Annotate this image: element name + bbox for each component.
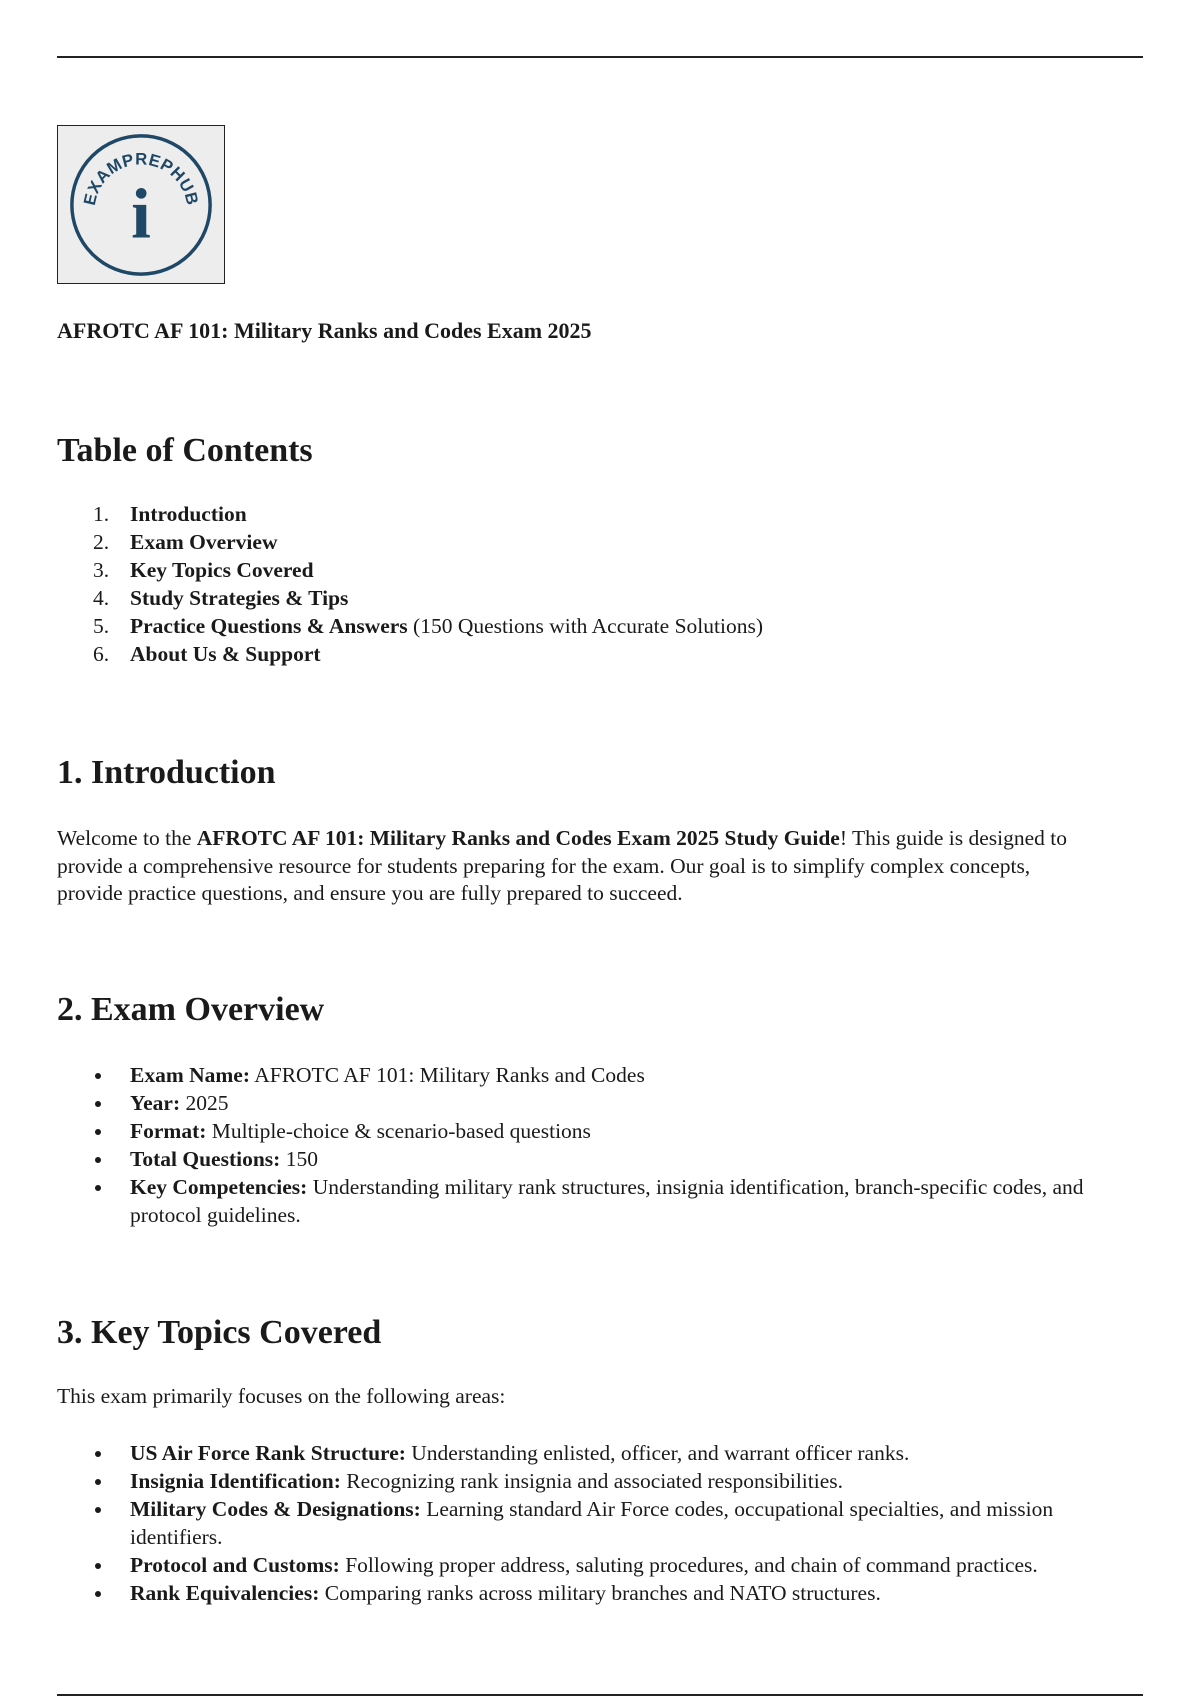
toc-item-about-us: [57, 640, 1147, 668]
overview-item-text: 150: [280, 1147, 318, 1171]
toc-item-number: 1.: [93, 502, 110, 526]
topic-item-codes-designations: [57, 1495, 1147, 1551]
toc-item-number: 6.: [93, 642, 110, 666]
toc-list: [57, 500, 1147, 668]
key-topics-heading: 3. Key Topics Covered: [57, 1314, 382, 1351]
toc-item-study-strategies: [57, 584, 1147, 612]
toc-item-label: Practice Questions & Answers: [130, 614, 408, 638]
overview-item-key-competencies: [57, 1173, 1147, 1229]
topic-item-label: Military Codes & Designations:: [130, 1497, 421, 1521]
toc-item-label: Introduction: [130, 502, 247, 526]
key-topics-list: [57, 1439, 1147, 1607]
overview-item-year: [57, 1089, 1147, 1117]
overview-item-label: Format:: [130, 1119, 207, 1143]
overview-item-format: [57, 1117, 1147, 1145]
topic-item-protocol-customs: [57, 1551, 1147, 1579]
topic-item-label: Rank Equivalencies:: [130, 1581, 320, 1605]
overview-item-label: Total Questions:: [130, 1147, 281, 1171]
topic-item-text: Comparing ranks across military branches and NATO structures.: [319, 1581, 881, 1605]
overview-item-total-questions: [57, 1145, 1147, 1173]
toc-heading: Table of Contents: [57, 432, 313, 469]
topic-item-label: Protocol and Customs:: [130, 1553, 340, 1577]
intro-text-bold: AFROTC AF 101: Military Ranks and Codes Exam 2025 Study Guide: [196, 826, 840, 850]
toc-item-number: 3.: [93, 558, 110, 582]
topic-item-text: Recognizing rank insignia and associated responsibilities.: [340, 1469, 844, 1493]
topic-item-rank-equivalencies: [57, 1579, 1147, 1607]
toc-item-label: Key Topics Covered: [130, 558, 314, 582]
overview-item-label: Exam Name:: [130, 1063, 251, 1087]
key-topics-intro: This exam primarily focuses on the following areas:: [57, 1384, 506, 1408]
exam-overview-heading: 2. Exam Overview: [57, 991, 325, 1028]
overview-item-text: Multiple-choice & scenario-based questions: [206, 1119, 591, 1143]
examprephub-logo-graphic: [58, 126, 224, 283]
document-title: AFROTC AF 101: Military Ranks and Codes Exam 2025: [57, 318, 592, 343]
exam-overview-list: [57, 1061, 1147, 1229]
toc-item-label: About Us & Support: [130, 642, 321, 666]
overview-item-exam-name: [57, 1061, 1147, 1089]
topic-item-insignia: [57, 1467, 1147, 1495]
examprephub-logo: [57, 125, 225, 284]
bottom-rule: [57, 1694, 1143, 1696]
intro-text-pre: Welcome to the: [57, 826, 197, 850]
overview-item-text: 2025: [180, 1091, 229, 1115]
toc-item-suffix: (150 Questions with Accurate Solutions): [407, 614, 763, 638]
overview-item-text: AFROTC AF 101: Military Ranks and Codes: [250, 1063, 645, 1087]
introduction-paragraph: [57, 825, 1087, 908]
toc-item-number: 2.: [93, 530, 110, 554]
topic-item-text: Following proper address, saluting procedures, and chain of command practices.: [339, 1553, 1038, 1577]
overview-item-label: Key Competencies:: [130, 1175, 308, 1199]
toc-item-label: Study Strategies & Tips: [130, 586, 349, 610]
topic-item-text: Learning standard Air Force codes, occupational specialties, and mission identifiers.: [130, 1497, 1054, 1549]
intro-text-post: ! This guide is designed to provide a comprehensive resource for students preparing for the exam. Our goal is to simplify complex concepts, provide practice questions, and ensure you are fully prepared to succeed.: [57, 826, 1067, 905]
overview-item-label: Year:: [130, 1091, 181, 1115]
toc-item-exam-overview: [57, 528, 1147, 556]
topic-item-label: US Air Force Rank Structure:: [130, 1441, 406, 1465]
logo-brand-text: EXAMPREPHUB: [79, 149, 203, 208]
toc-item-practice-questions: [57, 612, 1147, 640]
toc-item-number: 4.: [93, 586, 110, 610]
info-icon: i: [131, 175, 151, 254]
toc-item-label: Exam Overview: [130, 530, 278, 554]
toc-item-introduction: [57, 500, 1147, 528]
topic-item-rank-structure: [57, 1439, 1147, 1467]
introduction-heading: 1. Introduction: [57, 754, 276, 791]
topic-item-text: Understanding enlisted, officer, and warrant officer ranks.: [405, 1441, 910, 1465]
top-rule: [57, 56, 1143, 58]
overview-item-text: Understanding military rank structures, insignia identification, branch-specific codes, and protocol guidelines.: [130, 1175, 1084, 1227]
toc-item-number: 5.: [93, 614, 110, 638]
topic-item-label: Insignia Identification:: [130, 1469, 341, 1493]
toc-item-key-topics: [57, 556, 1147, 584]
